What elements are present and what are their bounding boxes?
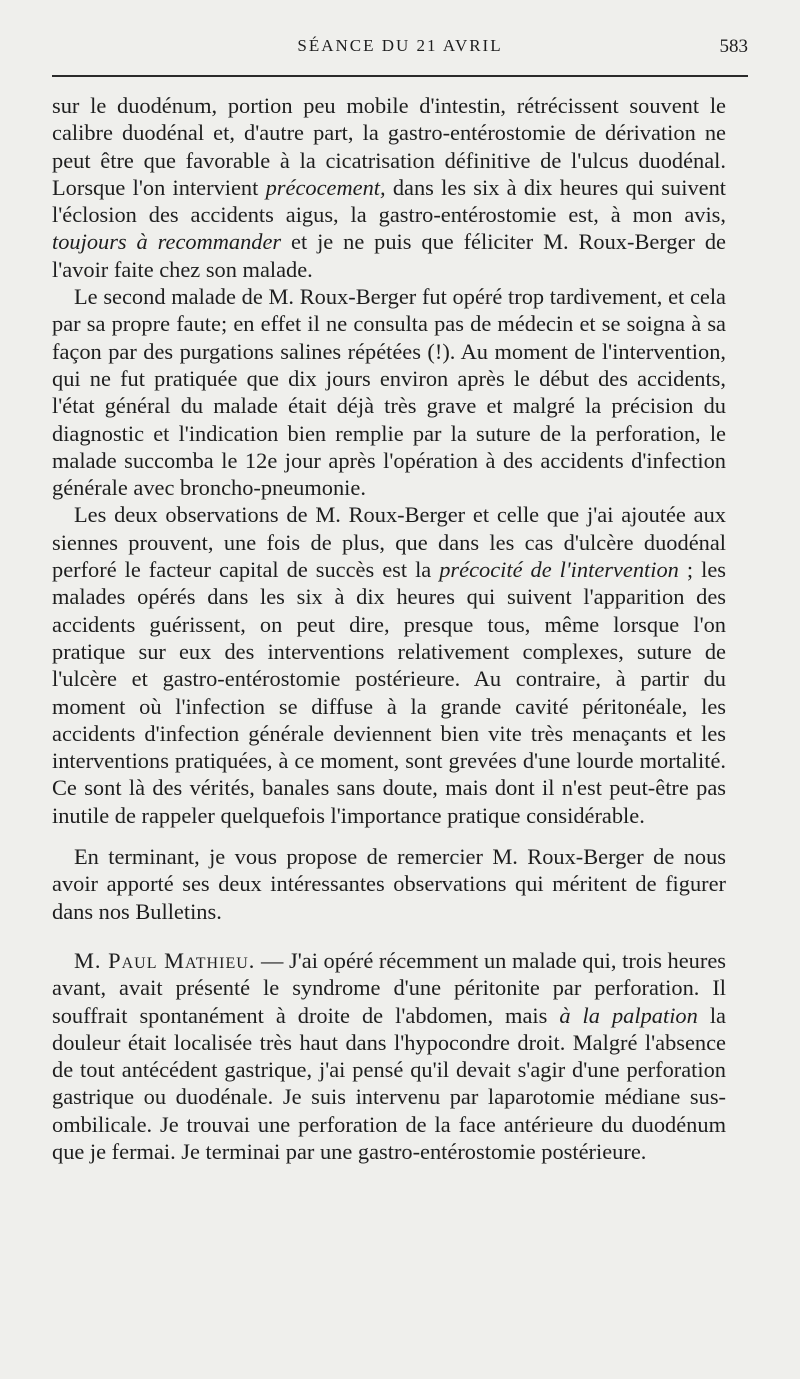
text-run: Le second malade de M. Roux-Berger fut opéré trop tardivement, et cela par sa propre faute; en effet il ne consulta pas de médecin et se soigna à sa façon par des purgations salines répétées (!). Au moment de l'intervention, qui ne fut pratiquée que dix jours environ après le début des accidents, l'état général du malade était déjà très grave et malgré la précision du diagnostic et l'indication bien remplie par la suture de la perforation, le malade succomba le 12e jour après l'opération à des accidents d'infection générale avec broncho-pneumonie. <box>52 284 726 501</box>
speaker-name: M. Paul Mathieu. <box>74 947 256 973</box>
running-title: SÉANCE DU 21 AVRIL <box>297 36 503 55</box>
running-header <box>52 32 748 62</box>
italic-run: précocement, <box>265 174 386 200</box>
header-rule <box>52 75 748 77</box>
italic-run: précocité de l'intervention <box>439 557 679 583</box>
text-run: En terminant, je vous propose de remercier M. Roux-Berger de nous avoir apporté ses deux intéressantes observations qui méritent de figurer dans nos Bulletins. <box>52 844 726 924</box>
text-run: ; les malades opérés dans les six à dix heures qui suivent l'apparition des accidents guérissent, on peut dire, presque tous, même lorsque l'on pratique sur eux des interventions relativement complexes, suture de l'ulcère et gastro-entérostomie postérieure. Au contraire, à partir du moment où l'infection se diffuse à la grande cavité péritonéale, les accidents d'infection générale deviennent bien vite très menaçants et les interventions pratiquées, à ce moment, sont grevées d'une lourde mortalité. Ce sont là des vérités, banales sans doute, mais dont il n'est peut-être pas inutile de rappeler quelquefois l'importance pratique considérable. <box>52 557 726 828</box>
paragraph <box>52 843 726 925</box>
italic-run: toujours à recommander <box>52 229 282 255</box>
text-run: — J'ai opéré récemment un malade qui, trois heures avant, avait présenté le syndrome d'une péritonite par perforation. Il souffrait spontanément à droite de l'abdomen, mais <box>52 947 726 1028</box>
paragraph <box>52 283 726 501</box>
text-run: sur le duodénum, portion peu mobile d'intestin, rétrécissent souvent le calibre duodénal et, d'autre part, la gastro-entérostomie de dérivation ne peut être que favorable à la cicatrisation définitive de l'ulcus duodénal. Lorsque l'on intervient <box>52 93 726 200</box>
page-number: 583 <box>719 36 748 57</box>
paragraph <box>52 92 726 283</box>
body-text <box>52 92 726 1165</box>
text-run: la douleur était localisée très haut dans l'hypocondre droit. Malgré l'absence de tout antécédent gastrique, j'ai pensé qu'il devait s'agir d'une perforation gastrique ou duodénale. Je suis intervenu par laparotomie médiane sus-ombilicale. Je trouvai une perforation de la face antérieure du duodénum que je fermai. Je terminai par une gastro-entérostomie postérieure. <box>52 1002 726 1164</box>
paragraph <box>52 947 726 1165</box>
italic-run: à la palpation <box>559 1002 698 1028</box>
text-run: dans les six à dix heures qui suivent l'éclosion des accidents aigus, la gastro-entérostomie est, à mon avis, <box>52 174 726 228</box>
text-run: et je ne puis que féliciter M. Roux-Berger de l'avoir faite chez son malade. <box>52 229 726 282</box>
paragraph <box>52 501 726 829</box>
text-run: Les deux observations de M. Roux-Berger et celle que j'ai ajoutée aux siennes prouvent, une fois de plus, que dans les cas d'ulcère duodénal perforé le facteur capital de succès est la <box>52 502 726 583</box>
